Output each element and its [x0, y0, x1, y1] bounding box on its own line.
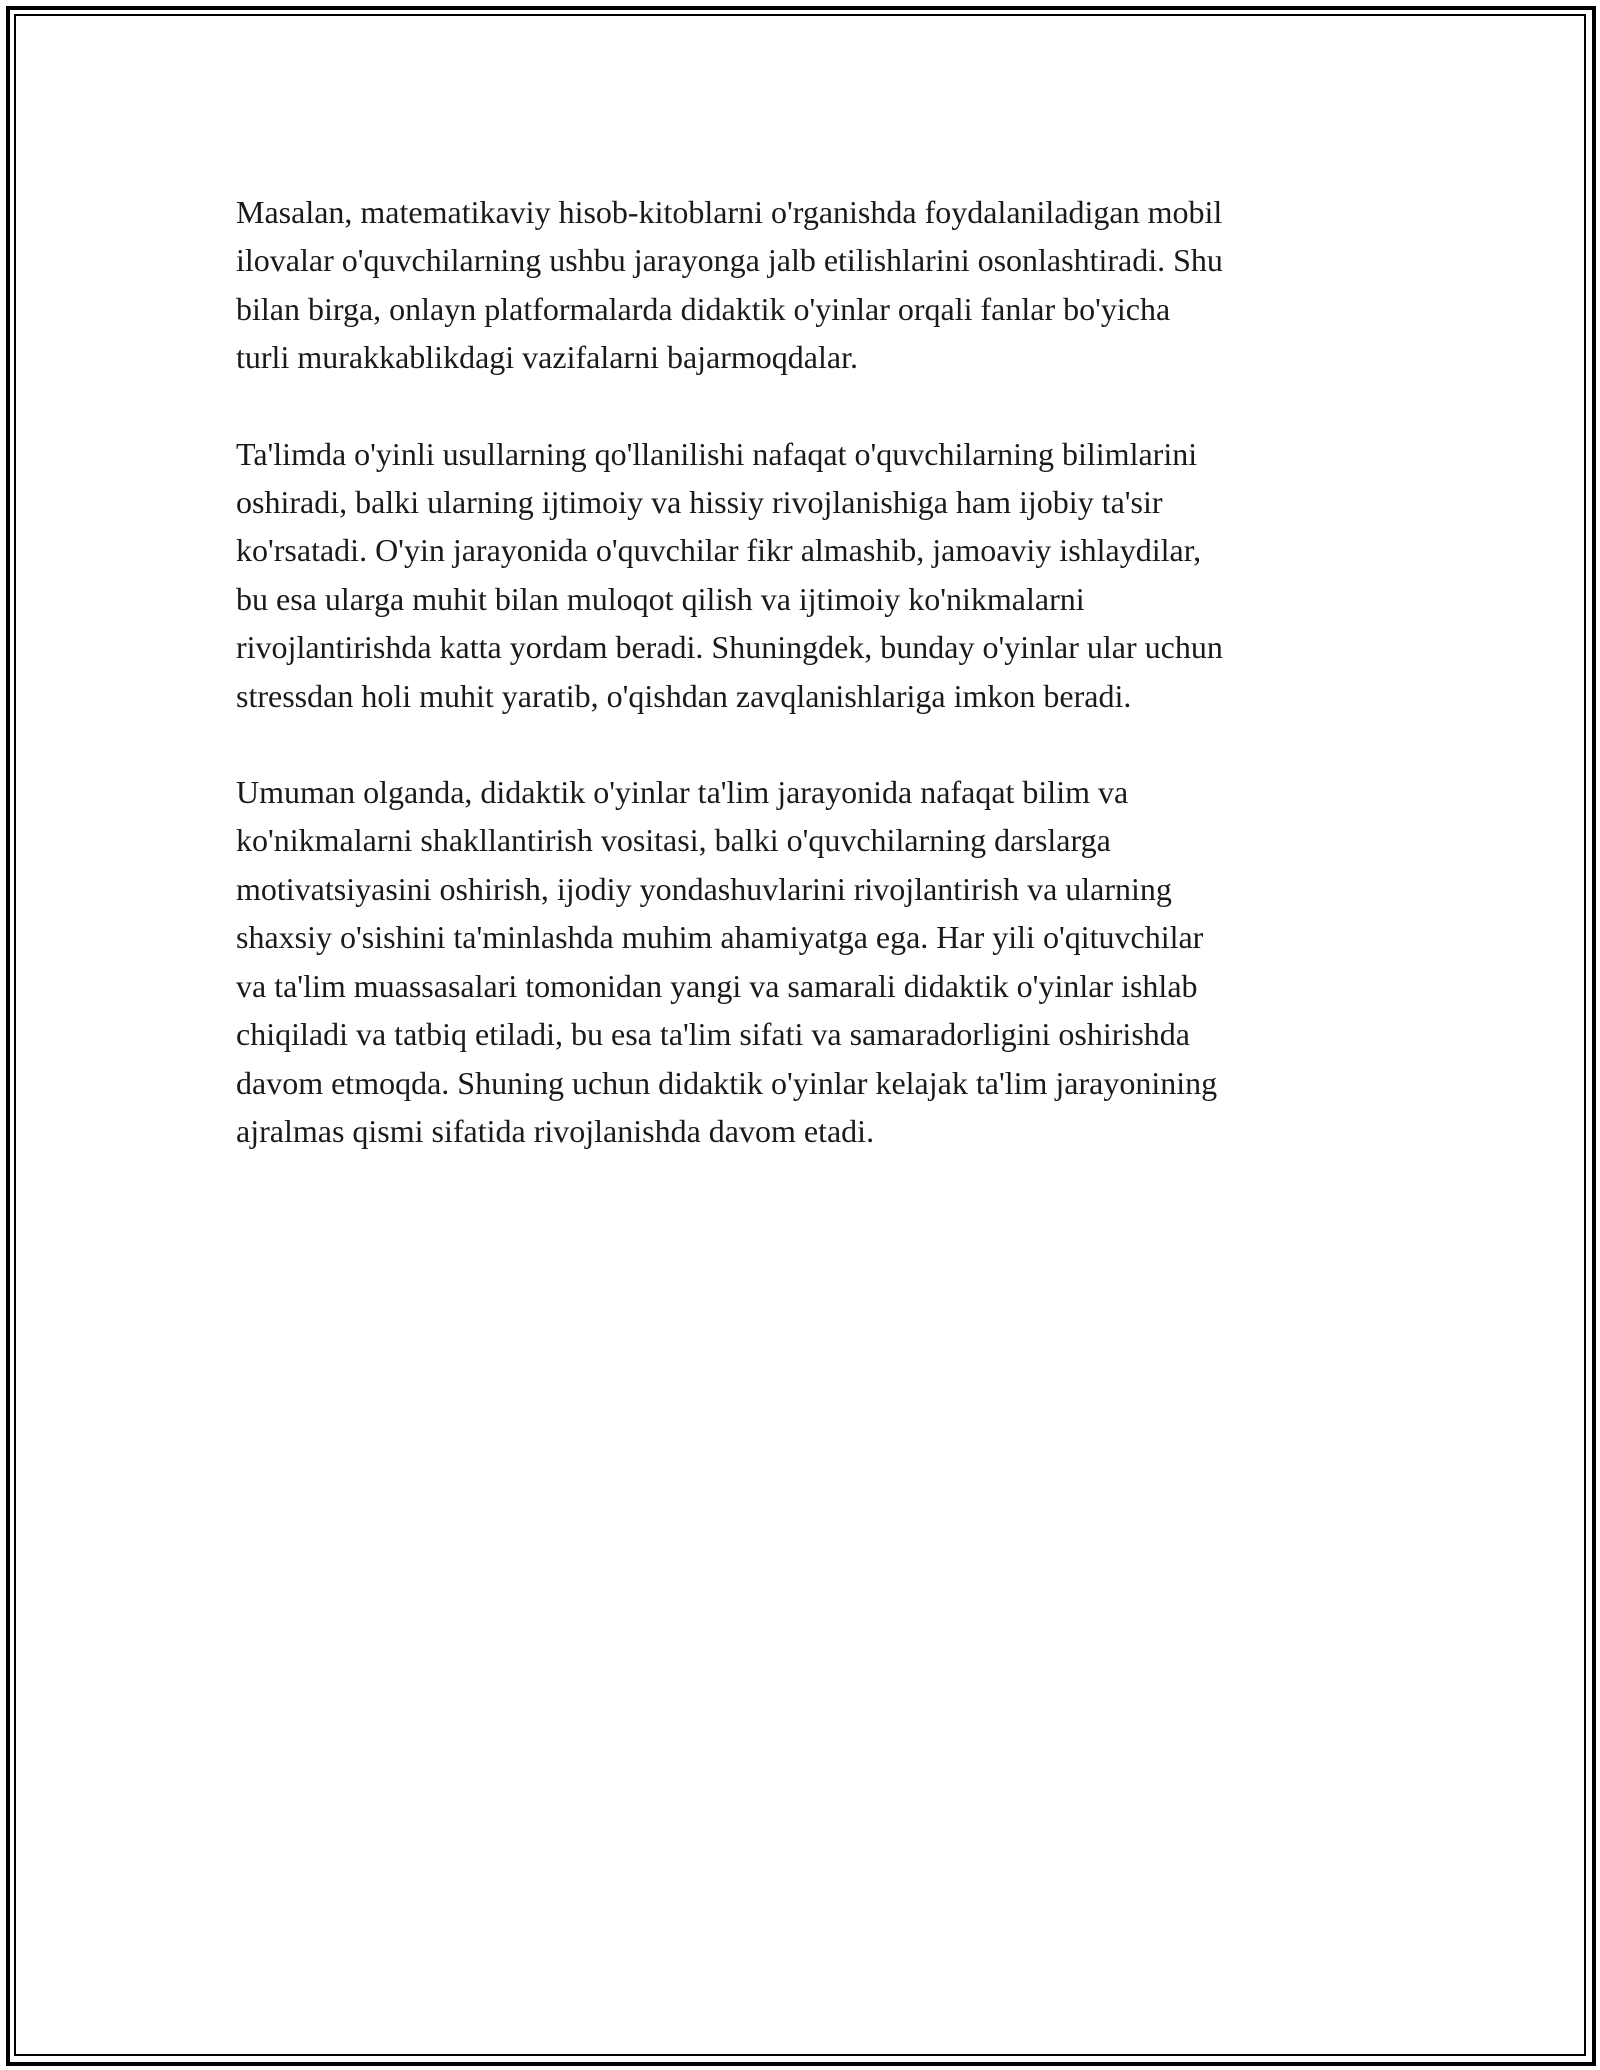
text-line: oshiradi, balki ularning ijtimoiy va hissiy rivojlanishiga ham ijobiy ta'sir: [236, 484, 1163, 521]
text-line: bu esa ularga muhit bilan muloqot qilish va ijtimoiy ko'nikmalarni: [236, 580, 1085, 617]
text-line: ajralmas qismi sifatida rivojlanishda davom etadi.: [236, 1112, 875, 1149]
text-line: rivojlantirishda katta yordam beradi. Shuningdek, bunday o'yinlar ular uchun: [236, 629, 1223, 666]
text-line: Masalan, matematikaviy hisob-kitoblarni o'rganishda foydalaniladigan mobil: [236, 194, 1223, 230]
paragraph-2: [236, 430, 1386, 720]
text-line: va ta'lim muassasalari tomonidan yangi va samarali didaktik o'yinlar ishlab: [236, 967, 1198, 1004]
text-line: turli murakkablikdagi vazifalarni bajarmoqdalar.: [236, 339, 858, 376]
text-line: Umuman olganda, didaktik o'yinlar ta'lim jarayonida nafaqat bilim va: [236, 774, 1129, 811]
text-line: davom etmoqda. Shuning uchun didaktik o'yinlar kelajak ta'lim jarayonining: [236, 1064, 1218, 1101]
paragraph-1: [236, 188, 1386, 382]
text-line: motivatsiyasini oshirish, ijodiy yondashuvlarini rivojlantirish va ularning: [236, 870, 1172, 907]
text-line: shaxsiy o'sishini ta'minlashda muhim ahamiyatga ega. Har yili o'qituvchilar: [236, 919, 1204, 956]
text-line: bilan birga, onlayn platformalarda didaktik o'yinlar orqali fanlar bo'yicha: [236, 290, 1171, 327]
text-line: Ta'limda o'yinli usullarning qo'llanilishi nafaqat o'quvchilarning bilimlarini: [236, 435, 1198, 472]
document-body: [236, 188, 1386, 1203]
text-line: ko'rsatadi. O'yin jarayonida o'quvchilar fikr almashib, jamoaviy ishlaydilar,: [236, 532, 1202, 569]
paragraph-3: [236, 768, 1386, 1155]
text-line: chiqiladi va tatbiq etiladi, bu esa ta'lim sifati va samaradorligini oshirishda: [236, 1016, 1190, 1053]
text-line: ko'nikmalarni shakllantirish vositasi, balki o'quvchilarning darslarga: [236, 822, 1111, 859]
text-line: stressdan holi muhit yaratib, o'qishdan zavqlanishlariga imkon beradi.: [236, 677, 1132, 714]
text-line: ilovalar o'quvchilarning ushbu jarayonga jalb etilishlarini osonlashtiradi. Shu: [236, 242, 1223, 279]
